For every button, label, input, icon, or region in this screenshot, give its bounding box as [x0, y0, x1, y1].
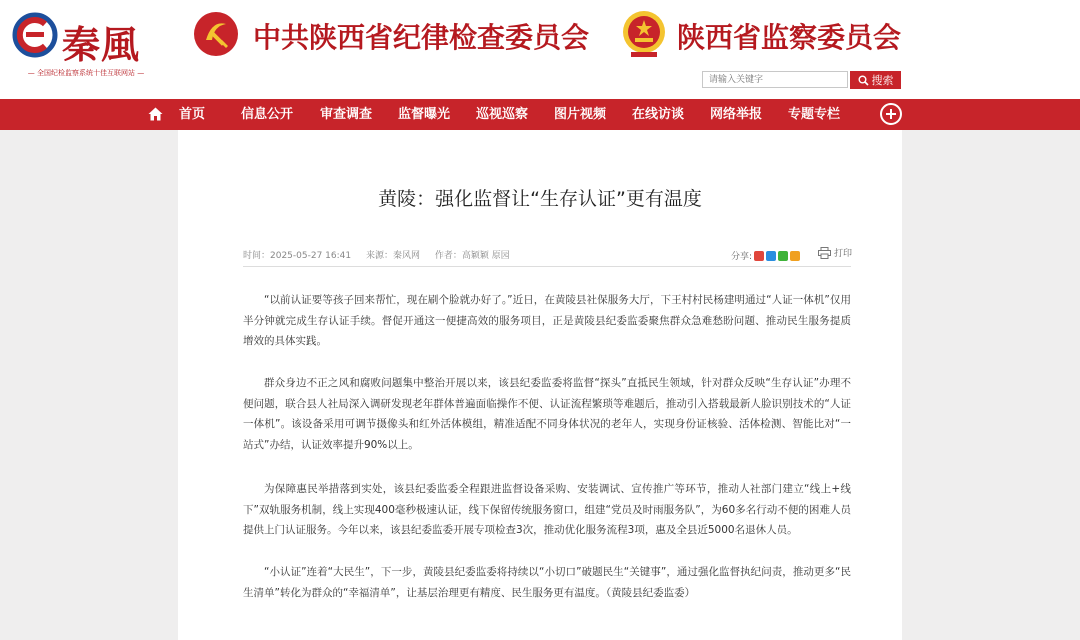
- share-wechat-icon[interactable]: [778, 251, 788, 261]
- article-title: 黄陵：强化监督让“生存认证”更有温度: [378, 188, 702, 210]
- article-paragraph: 群众身边不正之风和腐败问题集中整治开展以来，该县纪委监委将监督“探头”直抵民生领域，针对群众反映“生存认证”办理不便问题，联合县人社局深入调研发现老年群体普遍面临操作不便、认证流程繁琐等难题后，推动引入搭载最新人脸识别技术的“人证一体机”。该设备采用可调节摄像头和红外活体模组，精准适配不同身体状况的老年人，实现身份证核验、活体检测、智能比对“一站式”办结，认证效率提升90%以上。: [243, 377, 851, 451]
- home-icon[interactable]: [148, 107, 163, 121]
- search-icon: [858, 75, 869, 86]
- nav-item-special-topics[interactable]: 专题专栏: [788, 107, 841, 122]
- logo-slogan: — 全国纪检监察系统十佳互联网站 —: [27, 69, 145, 77]
- party-emblem-icon: [192, 10, 240, 58]
- nav-item-online-interview[interactable]: 在线访谈: [632, 107, 685, 122]
- nav-item-supervision-exposure[interactable]: 监督曝光: [398, 107, 451, 122]
- print-label: 打印: [834, 249, 853, 259]
- article-paragraph: “以前认证要等孩子回来帮忙，现在刷个脸就办好了。”近日，在黄陵县社保服务大厅，下王村村民杨建明通过“人证一体机”仅用半分钟就完成生存认证手续。督促开通这一便捷高效的服务项目，正是黄陵县纪委监委聚焦群众急难愁盼问题、推动民生服务提质增效的具体实践。: [243, 294, 851, 347]
- print-button[interactable]: [818, 246, 852, 259]
- main-nav: [0, 99, 1080, 130]
- search-button[interactable]: [850, 71, 901, 89]
- nav-item-online-report[interactable]: 网络举报: [710, 107, 763, 122]
- site-title-discipline: 中共陕西省纪律检查委员会: [253, 21, 590, 54]
- site-logo[interactable]: [6, 8, 166, 78]
- search-button-label: 搜索: [871, 74, 894, 87]
- meta-divider: [243, 266, 851, 267]
- print-icon: [818, 247, 831, 259]
- share-label: 分享:: [731, 252, 753, 262]
- article-paragraph: “小认证”连着“大民生”，下一步，黄陵县纪委监委将持续以“小切口”破题民生“关键事”，通过强化监督执纪问责，推动更多“民生清单”转化为群众的“幸福清单”，让基层治理更有精度、民生服务更有温度。（黄陵县纪委监委）: [243, 566, 851, 599]
- nav-item-investigation[interactable]: 审查调查: [320, 107, 373, 122]
- logo-mark-icon: [12, 12, 58, 58]
- logo-name: 秦風: [62, 22, 141, 67]
- site-header: [0, 0, 1080, 99]
- article-paragraph: 为保障惠民举措落到实处，该县纪委监委全程跟进监督设备采购、安装调试、宣传推广等环节，推动人社部门建立“线上+线下”双轨服务机制，线上实现400毫秒极速认证，线下保留传统服务窗口，组建“党员及时雨服务队”，为60多名行动不便的困难人员提供上门认证服务。今年以来，该县纪委监委开展专项检查3次，推动优化服务流程3项，惠及全县近5000名退休人员。: [243, 483, 851, 536]
- nav-item-home[interactable]: 首页: [179, 107, 206, 122]
- search-input[interactable]: [702, 71, 848, 88]
- national-emblem-icon: [619, 8, 669, 60]
- article-time: 时间：2025-05-27 16:41: [243, 251, 352, 261]
- share-qq-icon[interactable]: [766, 251, 776, 261]
- plus-icon[interactable]: [880, 103, 902, 125]
- nav-item-photo-video[interactable]: 图片视频: [554, 107, 607, 122]
- nav-item-inspection[interactable]: 巡视巡察: [476, 107, 529, 122]
- share-weibo-icon[interactable]: [754, 251, 764, 261]
- share-bar: [731, 249, 800, 262]
- article-meta: [243, 248, 522, 261]
- article-author: 作者：高颖颖 原园: [434, 251, 510, 261]
- site-title-supervision: 陕西省监察委员会: [677, 21, 902, 54]
- nav-item-info-disclosure[interactable]: 信息公开: [241, 107, 294, 122]
- share-qzone-icon[interactable]: [790, 251, 800, 261]
- article-source: 来源：秦风网: [365, 251, 420, 261]
